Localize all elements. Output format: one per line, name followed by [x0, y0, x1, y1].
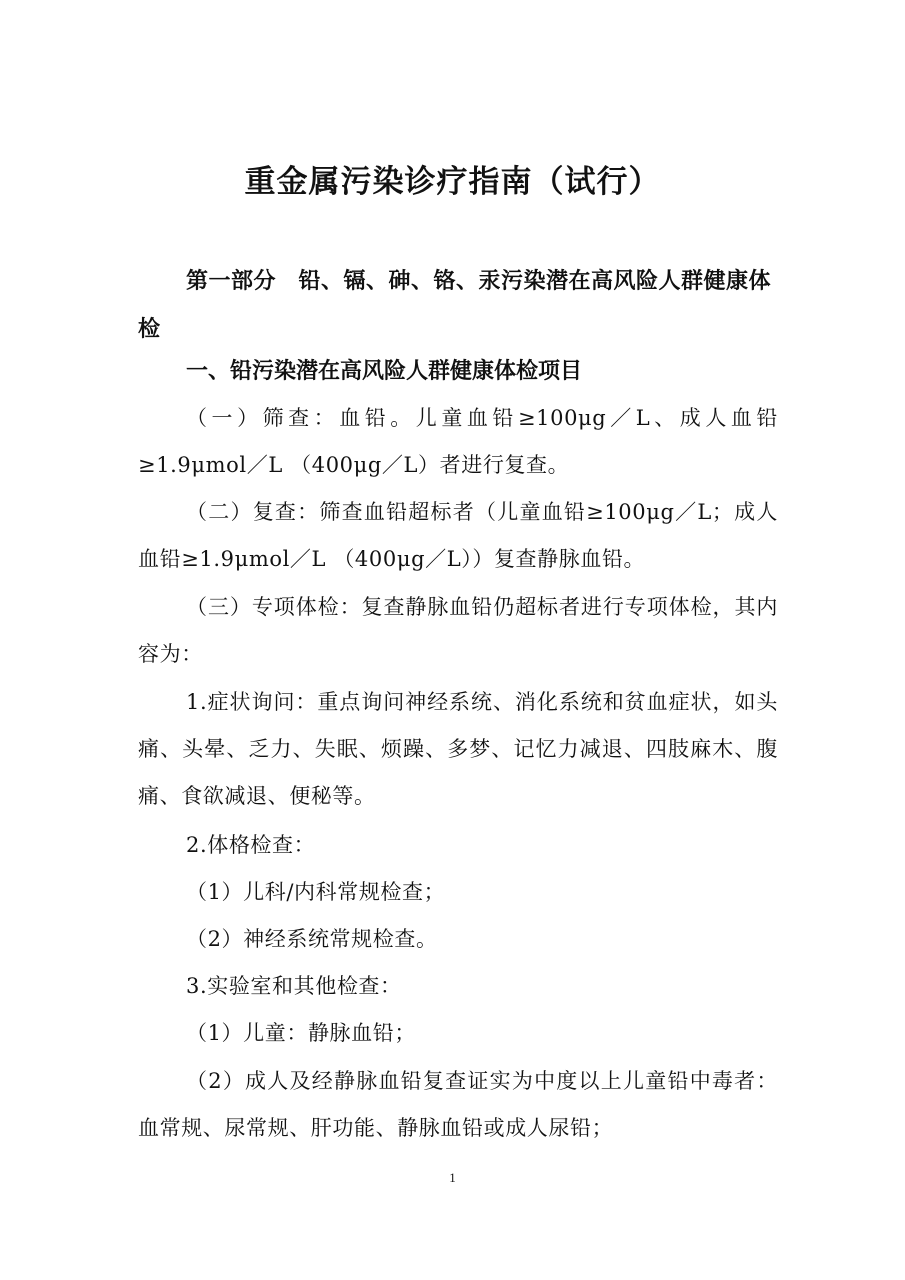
paragraph-special-exam: （三）专项体检：复查静脉血铅仍超标者进行专项体检，其内容为： — [138, 595, 778, 666]
paragraph-recheck: （二）复查：筛查血铅超标者（儿童血铅≥100μg／L；成人血铅≥1.9μmol／L （400μg／L））复查静脉血铅。 — [138, 500, 778, 571]
section-heading: 一、铅污染潜在高风险人群健康体检项目 — [186, 359, 583, 384]
paragraph-neuro-exam: （2）神经系统常规检查。 — [186, 927, 438, 951]
part-heading: 第一部分 铅、镉、砷、铬、汞污染潜在高风险人群健康体检 — [138, 269, 772, 342]
paragraph-screening: （一）筛查：血铅。儿童血铅≥100μg／L、成人血铅≥1.9μmol／L （400μg／L）者进行复查。 — [138, 406, 778, 477]
paragraph-adult-lab: （2）成人及经静脉血铅复查证实为中度以上儿童铅中毒者：血常规、尿常规、肝功能、静脉血铅或成人尿铅； — [138, 1069, 778, 1140]
paragraph-physical-exam: 2.体格检查： — [186, 833, 316, 857]
paragraph-pediatric-exam: （1）儿科/内科常规检查； — [186, 880, 446, 904]
paragraph-symptom-inquiry: 1.症状询问：重点询问神经系统、消化系统和贫血症状，如头痛、头晕、乏力、失眠、烦躁、多梦、记忆力减退、四肢麻木、腹痛、食欲减退、便秘等。 — [138, 690, 778, 808]
paragraph-children-lab: （1）儿童：静脉血铅； — [186, 1021, 416, 1045]
paragraph-lab-exam: 3.实验室和其他检查： — [186, 974, 402, 998]
page-number: 1 — [449, 1170, 456, 1185]
document-title: 重金属污染诊疗指南（试行） — [244, 164, 661, 200]
